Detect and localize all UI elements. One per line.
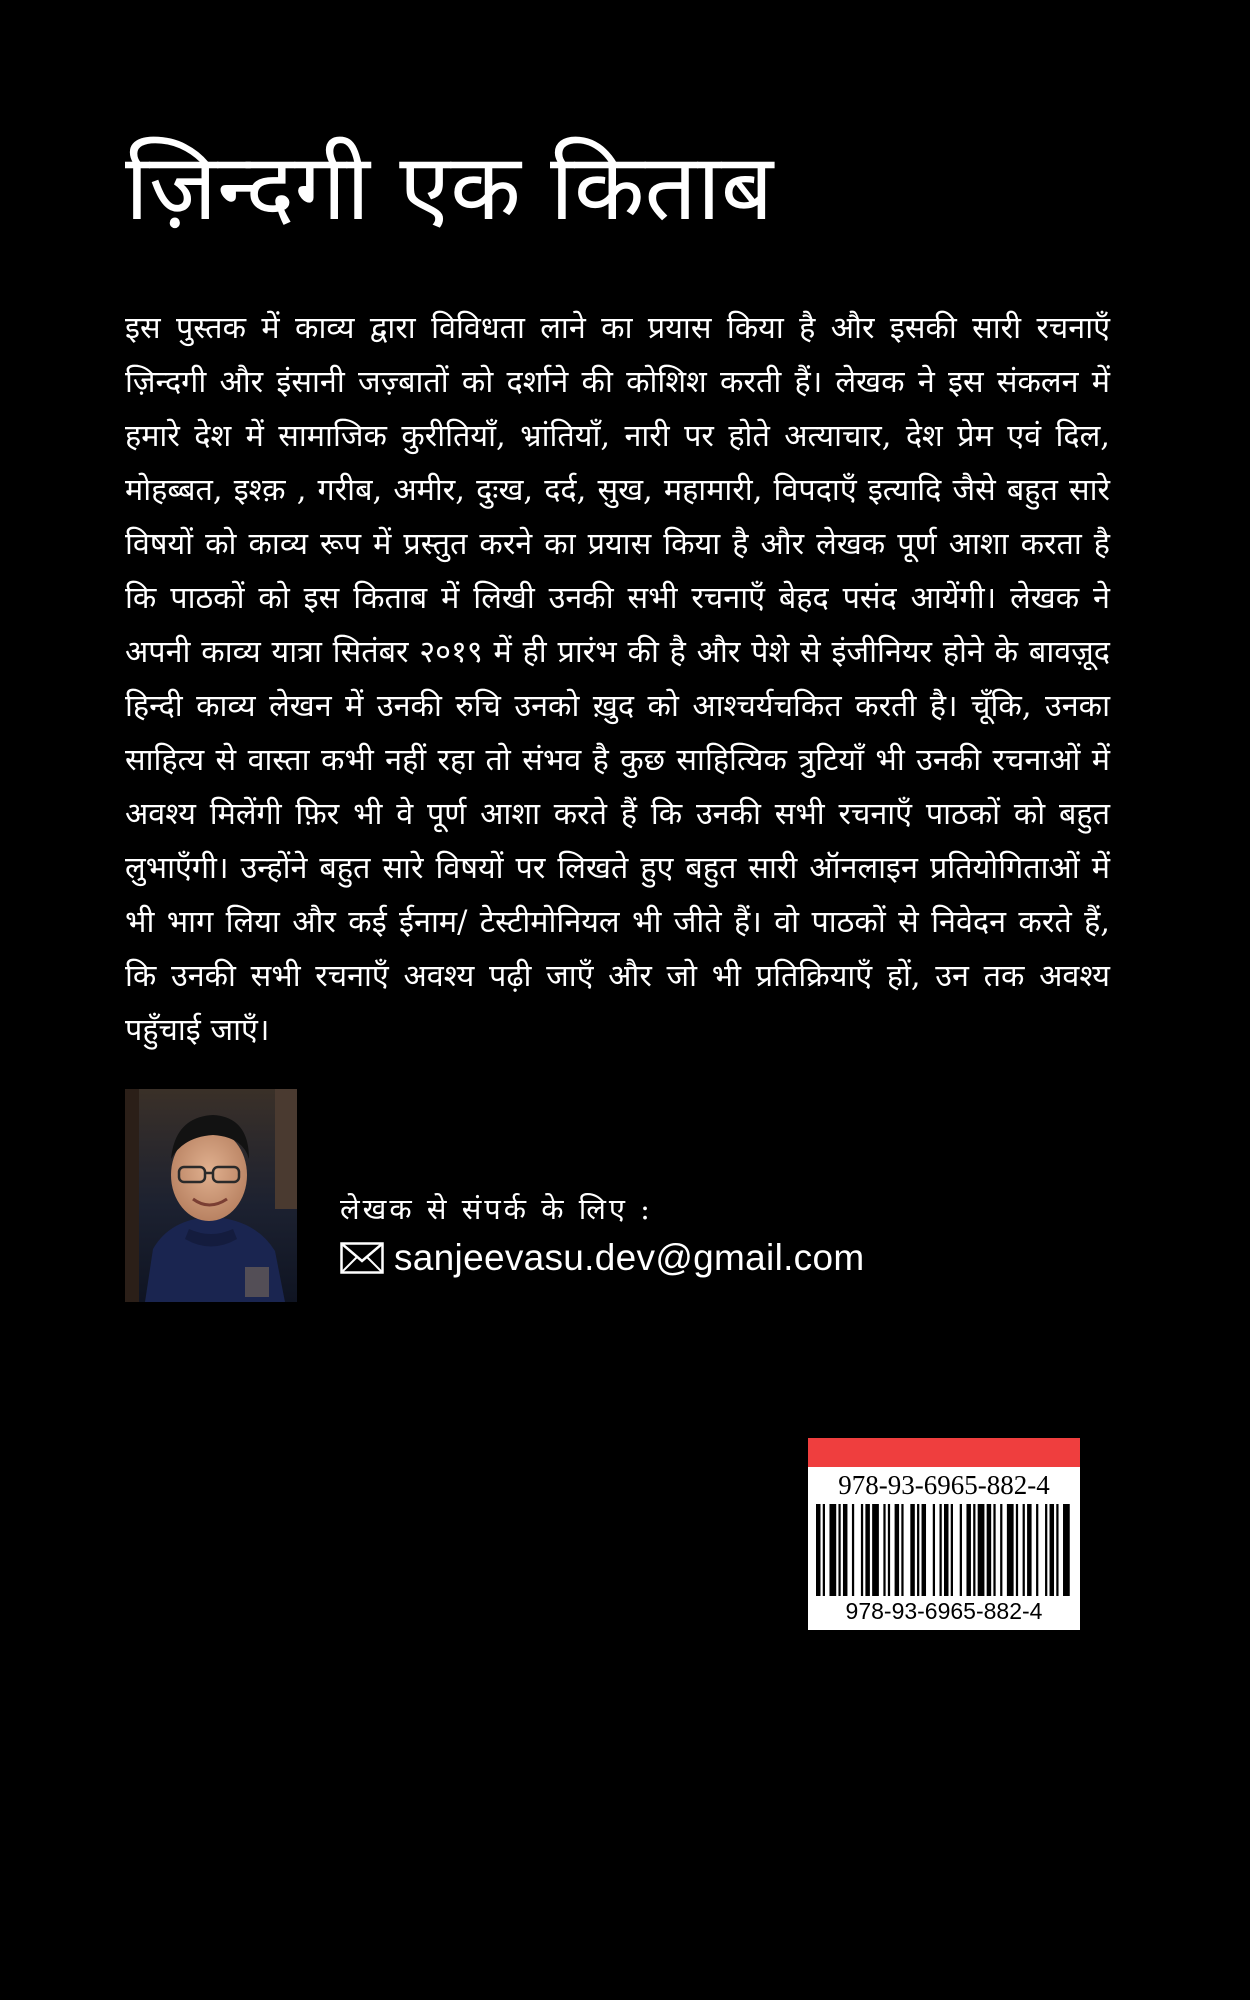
barcode-bar [895, 1504, 899, 1596]
author-photo [125, 1089, 297, 1302]
barcode-bar [922, 1504, 926, 1596]
barcode-bar [816, 1504, 820, 1596]
barcode-bar [940, 1504, 942, 1596]
book-description: इस पुस्तक में काव्य द्वारा विविधता लाने का प्रयास किया है और इसकी सारी रचनाएँ ज़िन्दगी और इंसानी जज़्बातों को दर्शाने की कोशिश करती हैं। लेखक ने इस संकलन में हमारे देश में सामाजिक कुरीतियाँ, भ्रांतियाँ, नारी पर होते अत्याचार, देश प्रेम एवं दिल, मोहब्बत, इश्क़ , गरीब, अमीर, दुःख, दर्द, सुख, महामारी, विपदाएँ इत्यादि जैसे बहुत सारे विषयों को काव्य रूप में प्रस्तुत करने का प्रयास किया है और लेखक पूर्ण आशा करता है कि पाठकों को इस किताब में लिखी उनकी सभी रचनाएँ बेहद पसंद आयेंगी। लेखक ने अपनी काव्य यात्रा सितंबर २०१९ में ही प्रारंभ की है और पेशे से इंजीनियर होने के बावज़ूद हिन्दी काव्य लेखन में उनकी रुचि उनको ख़ुद को आश्चर्यचकित करती है। चूँकि, उनका साहित्य से वास्ता कभी नहीं रहा तो संभव है कुछ साहित्यिक त्रुटियाँ भी उनकी रचनाओं में अवश्य मिलेंगी फ़िर भी वे पूर्ण आशा करते हैं कि उनकी सभी रचनाएँ पाठकों को बहुत लुभाएँगी। उन्होंने बहुत सारे विषयों पर लिखते हुए बहुत सारी ऑनलाइन प्रतियोगिताओं में भी भाग लिया और कई ईनाम/ टेस्टीमोनियल भी जीते हैं। वो पाठकों से निवेदन करते हैं, कि उनकी सभी रचनाएँ अवश्य पढ़ी जाएँ और जो भी प्रतिक्रियाएँ हों, उन तक अवश्य पहुँचाई जाएँ। [125, 311, 1110, 1048]
barcode-bar [987, 1504, 991, 1596]
barcode-bar [917, 1504, 919, 1596]
barcode-bar [901, 1504, 903, 1596]
barcode-bar [973, 1504, 975, 1596]
book-title: ज़िन्दगी एक किताब [125, 134, 774, 241]
barcode-bar [966, 1504, 970, 1596]
barcode-bar [852, 1504, 854, 1596]
contact-email-row [340, 1236, 864, 1280]
contact-label: लेखक से संपर्क के लिए : [340, 1192, 653, 1226]
barcode-bar [1045, 1504, 1047, 1596]
barcode-bar [978, 1504, 985, 1596]
barcode-bar [993, 1504, 995, 1596]
barcode-bar [865, 1504, 869, 1596]
contact-email: sanjeevasu.dev@gmail.com [394, 1237, 865, 1278]
barcode-bar [1023, 1504, 1025, 1596]
barcode-bar [1027, 1504, 1031, 1596]
isbn-number-bottom: 978-93-6965-882-4 [845, 1598, 1043, 1624]
barcode-bar [888, 1504, 890, 1596]
isbn-number-top: 978-93-6965-882-4 [838, 1470, 1050, 1500]
barcode-bar [1007, 1504, 1014, 1596]
barcode-bars [816, 1504, 1072, 1596]
envelope-icon [340, 1242, 384, 1274]
barcode-bar [933, 1504, 935, 1596]
barcode-bar [872, 1504, 879, 1596]
barcode-bar [823, 1504, 825, 1596]
barcode-bar [1036, 1504, 1038, 1596]
isbn-barcode [808, 1438, 1080, 1630]
barcode-bar [910, 1504, 914, 1596]
barcode-bar [1000, 1504, 1002, 1596]
barcode-bar [829, 1504, 836, 1596]
barcode-bar [951, 1504, 953, 1596]
barcode-bar [838, 1504, 840, 1596]
barcode-price-strip [808, 1438, 1080, 1467]
barcode-bar [1050, 1504, 1054, 1596]
barcode-bar [944, 1504, 948, 1596]
barcode-bar [843, 1504, 847, 1596]
barcode-bar [1056, 1504, 1058, 1596]
barcode-bar [861, 1504, 863, 1596]
barcode-bar [1016, 1504, 1018, 1596]
barcode-bar [960, 1504, 962, 1596]
barcode-bar [883, 1504, 885, 1596]
barcode-bar [1063, 1504, 1070, 1596]
